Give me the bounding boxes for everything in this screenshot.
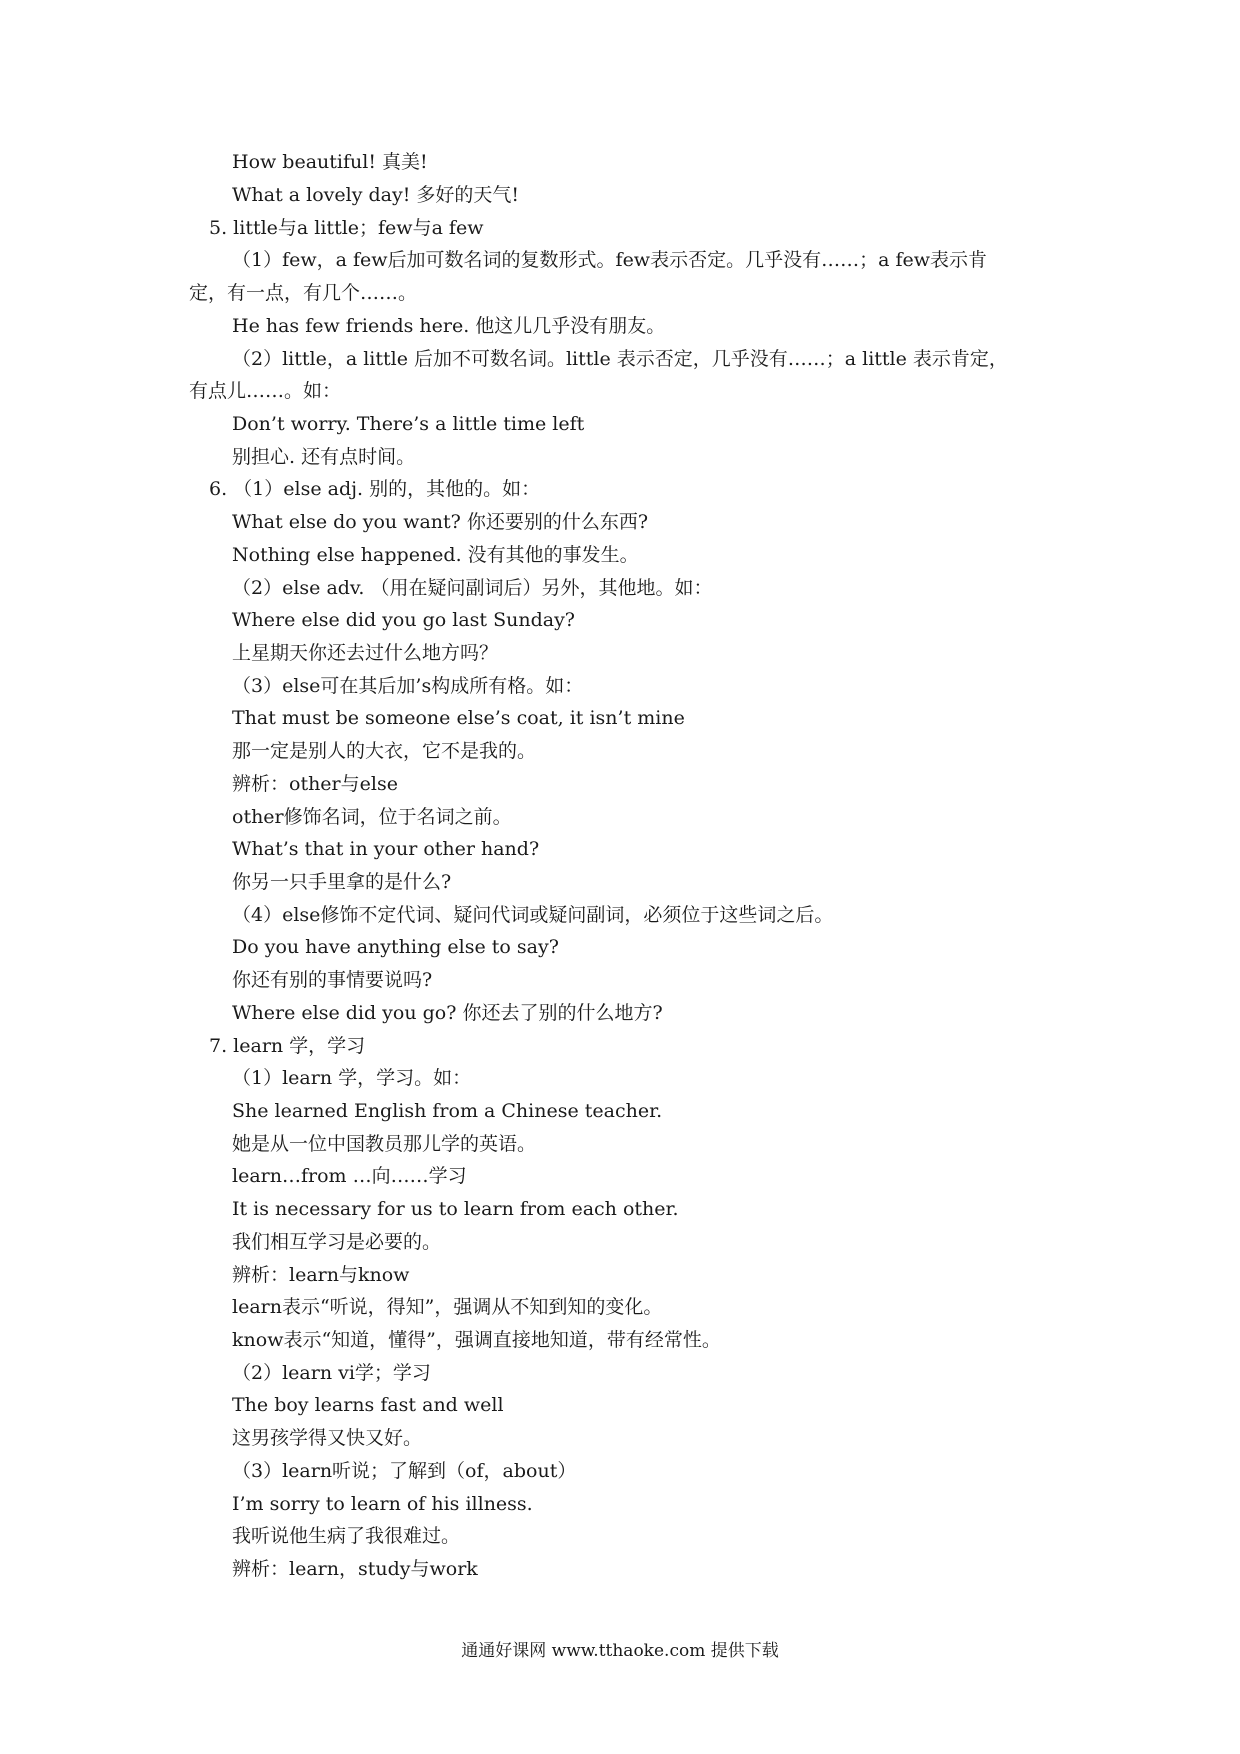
example-line: Where else did you go last Sunday?	[232, 609, 575, 631]
text-line: know表示“知道，懂得”，强调直接地知道，带有经常性。	[232, 1329, 721, 1351]
page-footer: 通通好课网 www.tthaoke.com 提供下载	[461, 1641, 779, 1661]
text-line: 有点儿……。如：	[189, 380, 342, 402]
example-line: The boy learns fast and well	[232, 1394, 504, 1416]
text-line: 辨析：other与else	[232, 773, 398, 795]
example-line: 我们相互学习是必要的。	[232, 1231, 442, 1253]
text-line: （1）learn 学，学习。如：	[232, 1067, 472, 1089]
text-line: （3）learn听说；了解到（of，about）	[232, 1460, 577, 1482]
example-line: How beautiful! 真美!	[232, 151, 428, 173]
example-line: That must be someone else’s coat, it isn’t mine	[232, 707, 685, 729]
example-line: It is necessary for us to learn from each other.	[232, 1198, 679, 1220]
text-line: 辨析：learn与know	[232, 1264, 410, 1286]
example-line: 你还有别的事情要说吗?	[232, 969, 433, 991]
example-line: What a lovely day! 多好的天气!	[232, 184, 520, 206]
text-line: （1）few，a few后加可数名词的复数形式。few表示否定。几乎没有……；a few表示肯	[232, 249, 987, 271]
text-line: （2）little，a little 后加不可数名词。little 表示否定，几乎没有……；a little 表示肯定，	[232, 348, 1008, 370]
example-line: What else do you want? 你还要别的什么东西?	[232, 511, 649, 533]
text-line: other修饰名词，位于名词之前。	[232, 806, 512, 828]
example-line: Where else did you go? 你还去了别的什么地方?	[232, 1002, 663, 1024]
text-line: （2）learn vi学；学习	[232, 1362, 431, 1384]
text-line: 辨析：learn，study与work	[232, 1558, 478, 1580]
section-heading: 7. learn 学，学习	[209, 1035, 366, 1057]
text-line: （2）else adv. （用在疑问副词后）另外，其他地。如：	[232, 577, 713, 599]
example-line: 这男孩学得又快又好。	[232, 1427, 423, 1449]
example-line: She learned English from a Chinese teacher.	[232, 1100, 663, 1122]
example-line: 我听说他生病了我很难过。	[232, 1525, 461, 1547]
example-line: 她是从一位中国教员那儿学的英语。	[232, 1133, 537, 1155]
example-line: Do you have anything else to say?	[232, 936, 559, 958]
example-line: 你另一只手里拿的是什么?	[232, 871, 452, 893]
section-heading: 6. （1）else adj. 别的，其他的。如：	[209, 478, 541, 500]
example-line: Don’t worry. There’s a little time left	[232, 413, 585, 435]
example-line: 别担心. 还有点时间。	[232, 446, 416, 468]
example-line: What’s that in your other hand?	[232, 838, 540, 860]
example-line: He has few friends here. 他这儿几乎没有朋友。	[232, 315, 666, 337]
example-line: I’m sorry to learn of his illness.	[232, 1493, 533, 1515]
text-line: learn…from …向……学习	[232, 1165, 467, 1187]
example-line: 那一定是别人的大衣，它不是我的。	[232, 740, 537, 762]
text-line: （3）else可在其后加’s构成所有格。如：	[232, 675, 584, 697]
text-line: learn表示“听说，得知”，强调从不知到知的变化。	[232, 1296, 663, 1318]
text-line: 定，有一点，有几个……。	[189, 282, 418, 304]
example-line: 上星期天你还去过什么地方吗？	[232, 642, 499, 664]
example-line: Nothing else happened. 没有其他的事发生。	[232, 544, 639, 566]
text-line: （4）else修饰不定代词、疑问代词或疑问副词，必须位于这些词之后。	[232, 904, 834, 926]
section-heading: 5. little与a little；few与a few	[209, 217, 484, 239]
